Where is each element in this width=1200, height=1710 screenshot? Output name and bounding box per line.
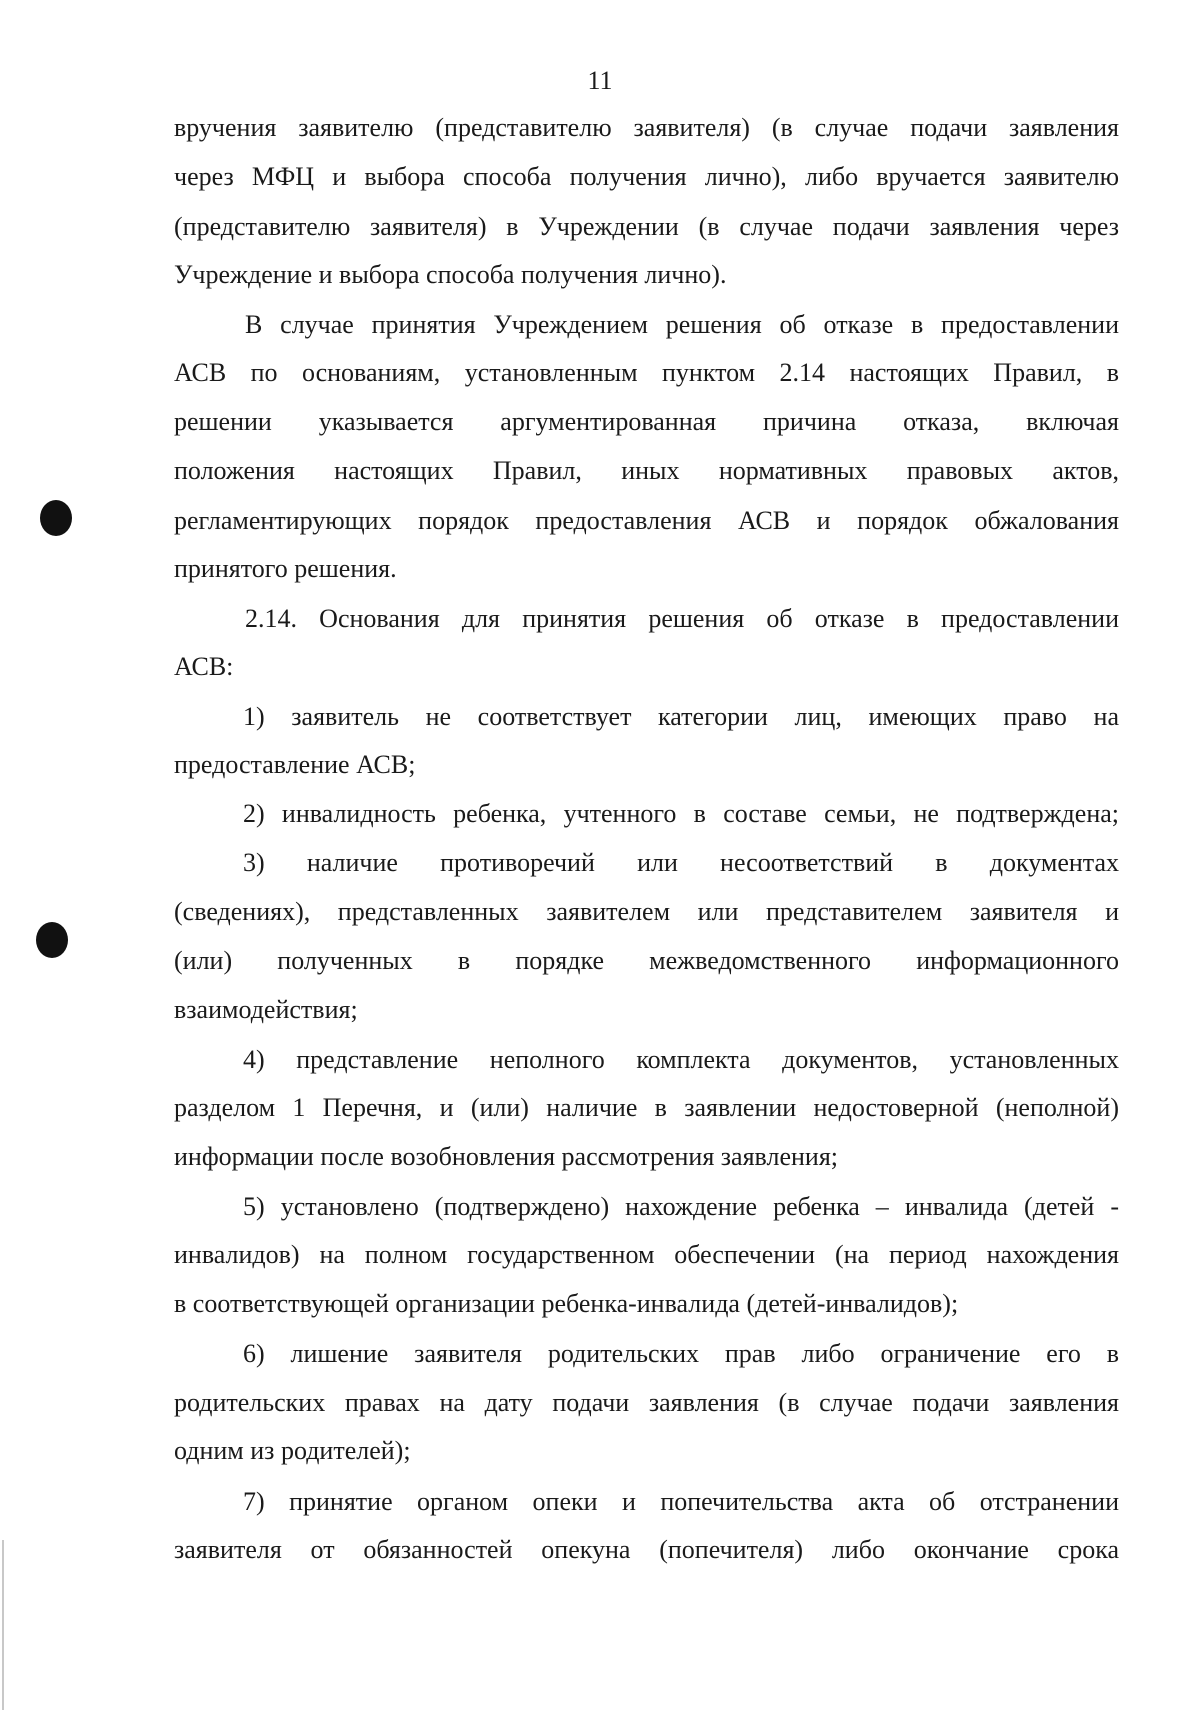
punch-hole-top (40, 500, 72, 536)
list-item-2: 2) инвалидность ребенка, учтенного в составе семьи, не подтверждена; (243, 799, 1119, 828)
text-line: инвалидов) на полном государственном обеспечении (на период нахождения (174, 1240, 1119, 1269)
section-heading: 2.14. Основания для принятия решения об отказе в предоставлении (245, 604, 1119, 633)
list-item-5: 5) установлено (подтверждено) нахождение ребенка – инвалида (детей - (243, 1192, 1119, 1221)
text-line: родительских правах на дату подачи заявления (в случае подачи заявления (174, 1388, 1119, 1417)
text-line: АСВ по основаниям, установленным пунктом 2.14 настоящих Правил, в (174, 358, 1119, 387)
text-line: решении указывается аргументированная причина отказа, включая (174, 407, 1119, 436)
text-line: вручения заявителю (представителю заявителя) (в случае подачи заявления (174, 113, 1119, 142)
list-item-7: 7) принятие органом опеки и попечительства акта об отстранении (243, 1487, 1119, 1516)
text-line: принятого решения. (174, 554, 397, 583)
text-line: предоставление АСВ; (174, 750, 416, 779)
text-line: разделом 1 Перечня, и (или) наличие в заявлении недостоверной (неполной) (174, 1093, 1119, 1122)
text-line: АСВ: (174, 652, 234, 681)
text-line: (представителю заявителя) в Учреждении (в случае подачи заявления через (174, 212, 1119, 241)
list-item-1: 1) заявитель не соответствует категории лиц, имеющих право на (243, 702, 1119, 731)
text-line: заявителя от обязанностей опекуна (попечителя) либо окончание срока (174, 1535, 1119, 1564)
punch-hole-bottom (36, 922, 68, 958)
text-line: взаимодействия; (174, 995, 358, 1024)
text-line: (или) полученных в порядке межведомственного информационного (174, 946, 1119, 975)
text-line: положения настоящих Правил, иных нормативных правовых актов, (174, 456, 1119, 485)
text-line: (сведениях), представленных заявителем или представителем заявителя и (174, 897, 1119, 926)
text-line: информации после возобновления рассмотрения заявления; (174, 1142, 839, 1171)
list-item-4: 4) представление неполного комплекта документов, установленных (243, 1045, 1119, 1074)
text-line: через МФЦ и выбора способа получения лично), либо вручается заявителю (174, 162, 1119, 191)
text-line: регламентирующих порядок предоставления АСВ и порядок обжалования (174, 506, 1119, 535)
text-line: В случае принятия Учреждением решения об отказе в предоставлении (245, 310, 1119, 339)
scan-margin-edge (2, 1540, 4, 1710)
text-line: одним из родителей); (174, 1436, 411, 1465)
page-number: 11 (587, 66, 613, 95)
text-line: Учреждение и выбора способа получения лично). (174, 260, 727, 289)
text-line: в соответствующей организации ребенка-инвалида (детей-инвалидов); (174, 1289, 959, 1318)
list-item-6: 6) лишение заявителя родительских прав либо ограничение его в (243, 1339, 1119, 1368)
list-item-3: 3) наличие противоречий или несоответствий в документах (243, 848, 1119, 877)
